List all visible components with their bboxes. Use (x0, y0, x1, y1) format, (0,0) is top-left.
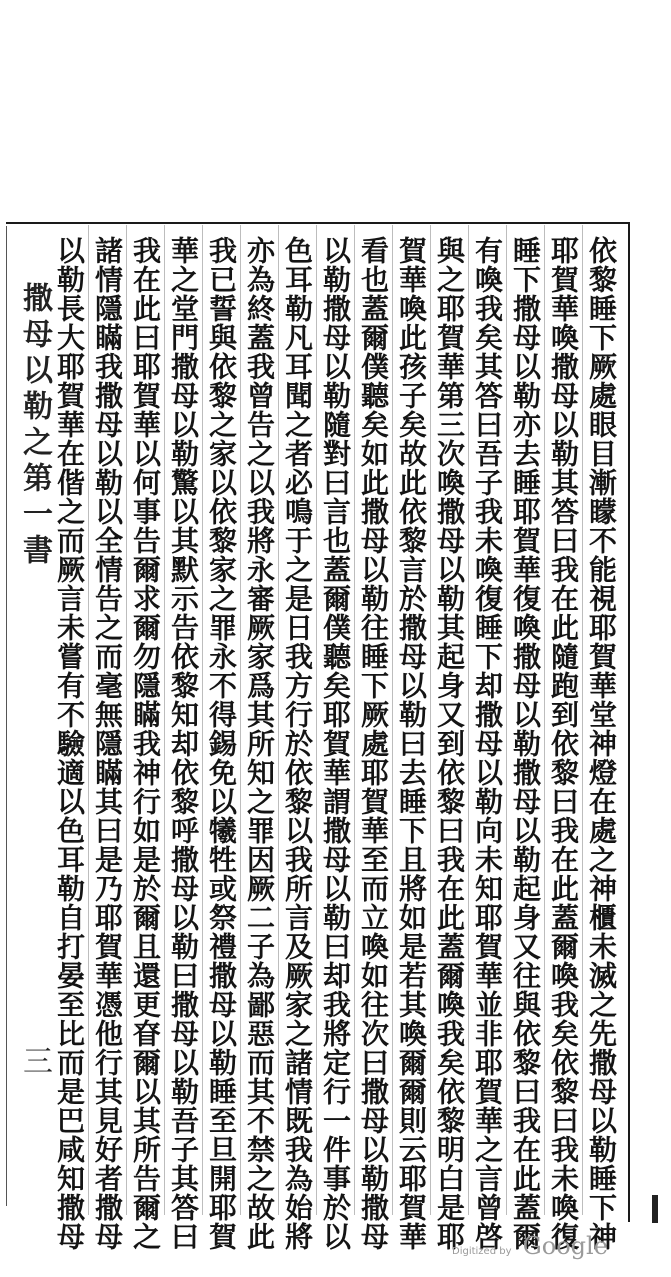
column-rule (164, 225, 165, 1215)
text-column-15: 以勒長大耶賀華在偕之而厥言未嘗有不驗適以色耳勒自打晏至比而是巴咸知撒母 (53, 236, 86, 1251)
text-column-12: 華之堂門撒母以勒驚以其默示告依黎知却依黎呼撒母以勒曰撒母以勒吾子其答曰 (167, 236, 200, 1251)
text-column-6: 賀華喚此孩子矣故此依黎言於撒母以勒曰去睡下且將如是若其喚爾爾則云耶賀華 (395, 236, 428, 1251)
digitized-watermark (452, 1232, 608, 1260)
column-rule (468, 225, 469, 1215)
text-column-10: 亦為終蓋我曾告之以我將永審厥家爲其所知之罪因厥二子為鄙惡而其不禁之故此 (243, 236, 276, 1251)
text-column-8: 以勒撒母以勒隨對曰言也蓋爾僕聽矣耶賀華謂撒母以勒曰却我將定行一件事於以 (319, 236, 352, 1251)
page-border-top (6, 222, 630, 224)
column-rule (316, 225, 317, 1215)
page-number: 三 (17, 1045, 52, 1075)
column-rule (544, 225, 545, 1215)
google-logo: Google (522, 1232, 608, 1260)
margin-book-title: 撒母以勒之第一書 (17, 282, 52, 570)
column-rule (278, 225, 279, 1215)
text-column-1: 依黎睡下厥處眼目漸矇不能視耶賀華堂神燈在處之神櫃未滅之先撒母以勒睡下神 (585, 236, 618, 1251)
text-column-2: 耶賀華喚撒母以勒其答曰我在此隨跑到依黎曰我在此蓋爾喚我矣依黎曰我未喚復 (547, 236, 580, 1251)
watermark-prefix: Digitized by (452, 1246, 512, 1257)
column-rule (88, 225, 89, 1215)
text-column-14: 諸情隱瞞我撒母以勒以全情告之而毫無隱瞞其曰是乃耶賀華憑他行其見好者撒母 (91, 236, 124, 1251)
text-column-3: 睡下撒母以勒亦去睡耶賀華復喚撒母以勒撒母以勒起身又往與依黎曰我在此蓋爾 (509, 236, 542, 1251)
page-border-right (628, 222, 630, 1222)
column-rule (202, 225, 203, 1215)
text-column-9: 色耳勒凡耳聞之者必鳴于之是日我方行於依黎以我所言及厥家之諸情既我為始將 (281, 236, 314, 1251)
text-column-11: 我已誓與依黎之家以依黎家之罪永不得錫免以犧牲或祭禮撒母以勒睡至旦開耶賀 (205, 236, 238, 1251)
column-rule (126, 225, 127, 1215)
text-column-5: 與之耶賀華第三次喚撒母以勒其起身又到依黎曰我在此蓋爾喚我矣依黎明白是耶 (433, 236, 466, 1251)
column-rule (506, 225, 507, 1215)
column-rule (582, 225, 583, 1215)
text-column-7: 看也蓋爾僕聽矣如此撒母以勒往睡下厥處耶賀華至而立喚如往次曰撒母以勒撒母 (357, 236, 390, 1251)
page-edge-mark (652, 1195, 658, 1223)
text-column-4: 有喚我矣其答曰吾子我未喚復睡下却撒母以勒向未知耶賀華並非耶賀華之言曾啓 (471, 236, 504, 1251)
column-rule (430, 225, 431, 1215)
column-rule (354, 225, 355, 1215)
fold-line (6, 226, 7, 1206)
column-rule (240, 225, 241, 1215)
column-rule (392, 225, 393, 1215)
text-column-13: 我在此曰耶賀華以何事告爾求爾勿隱瞞我神行如是於爾且還更眘爾以其所告爾之 (129, 236, 162, 1251)
